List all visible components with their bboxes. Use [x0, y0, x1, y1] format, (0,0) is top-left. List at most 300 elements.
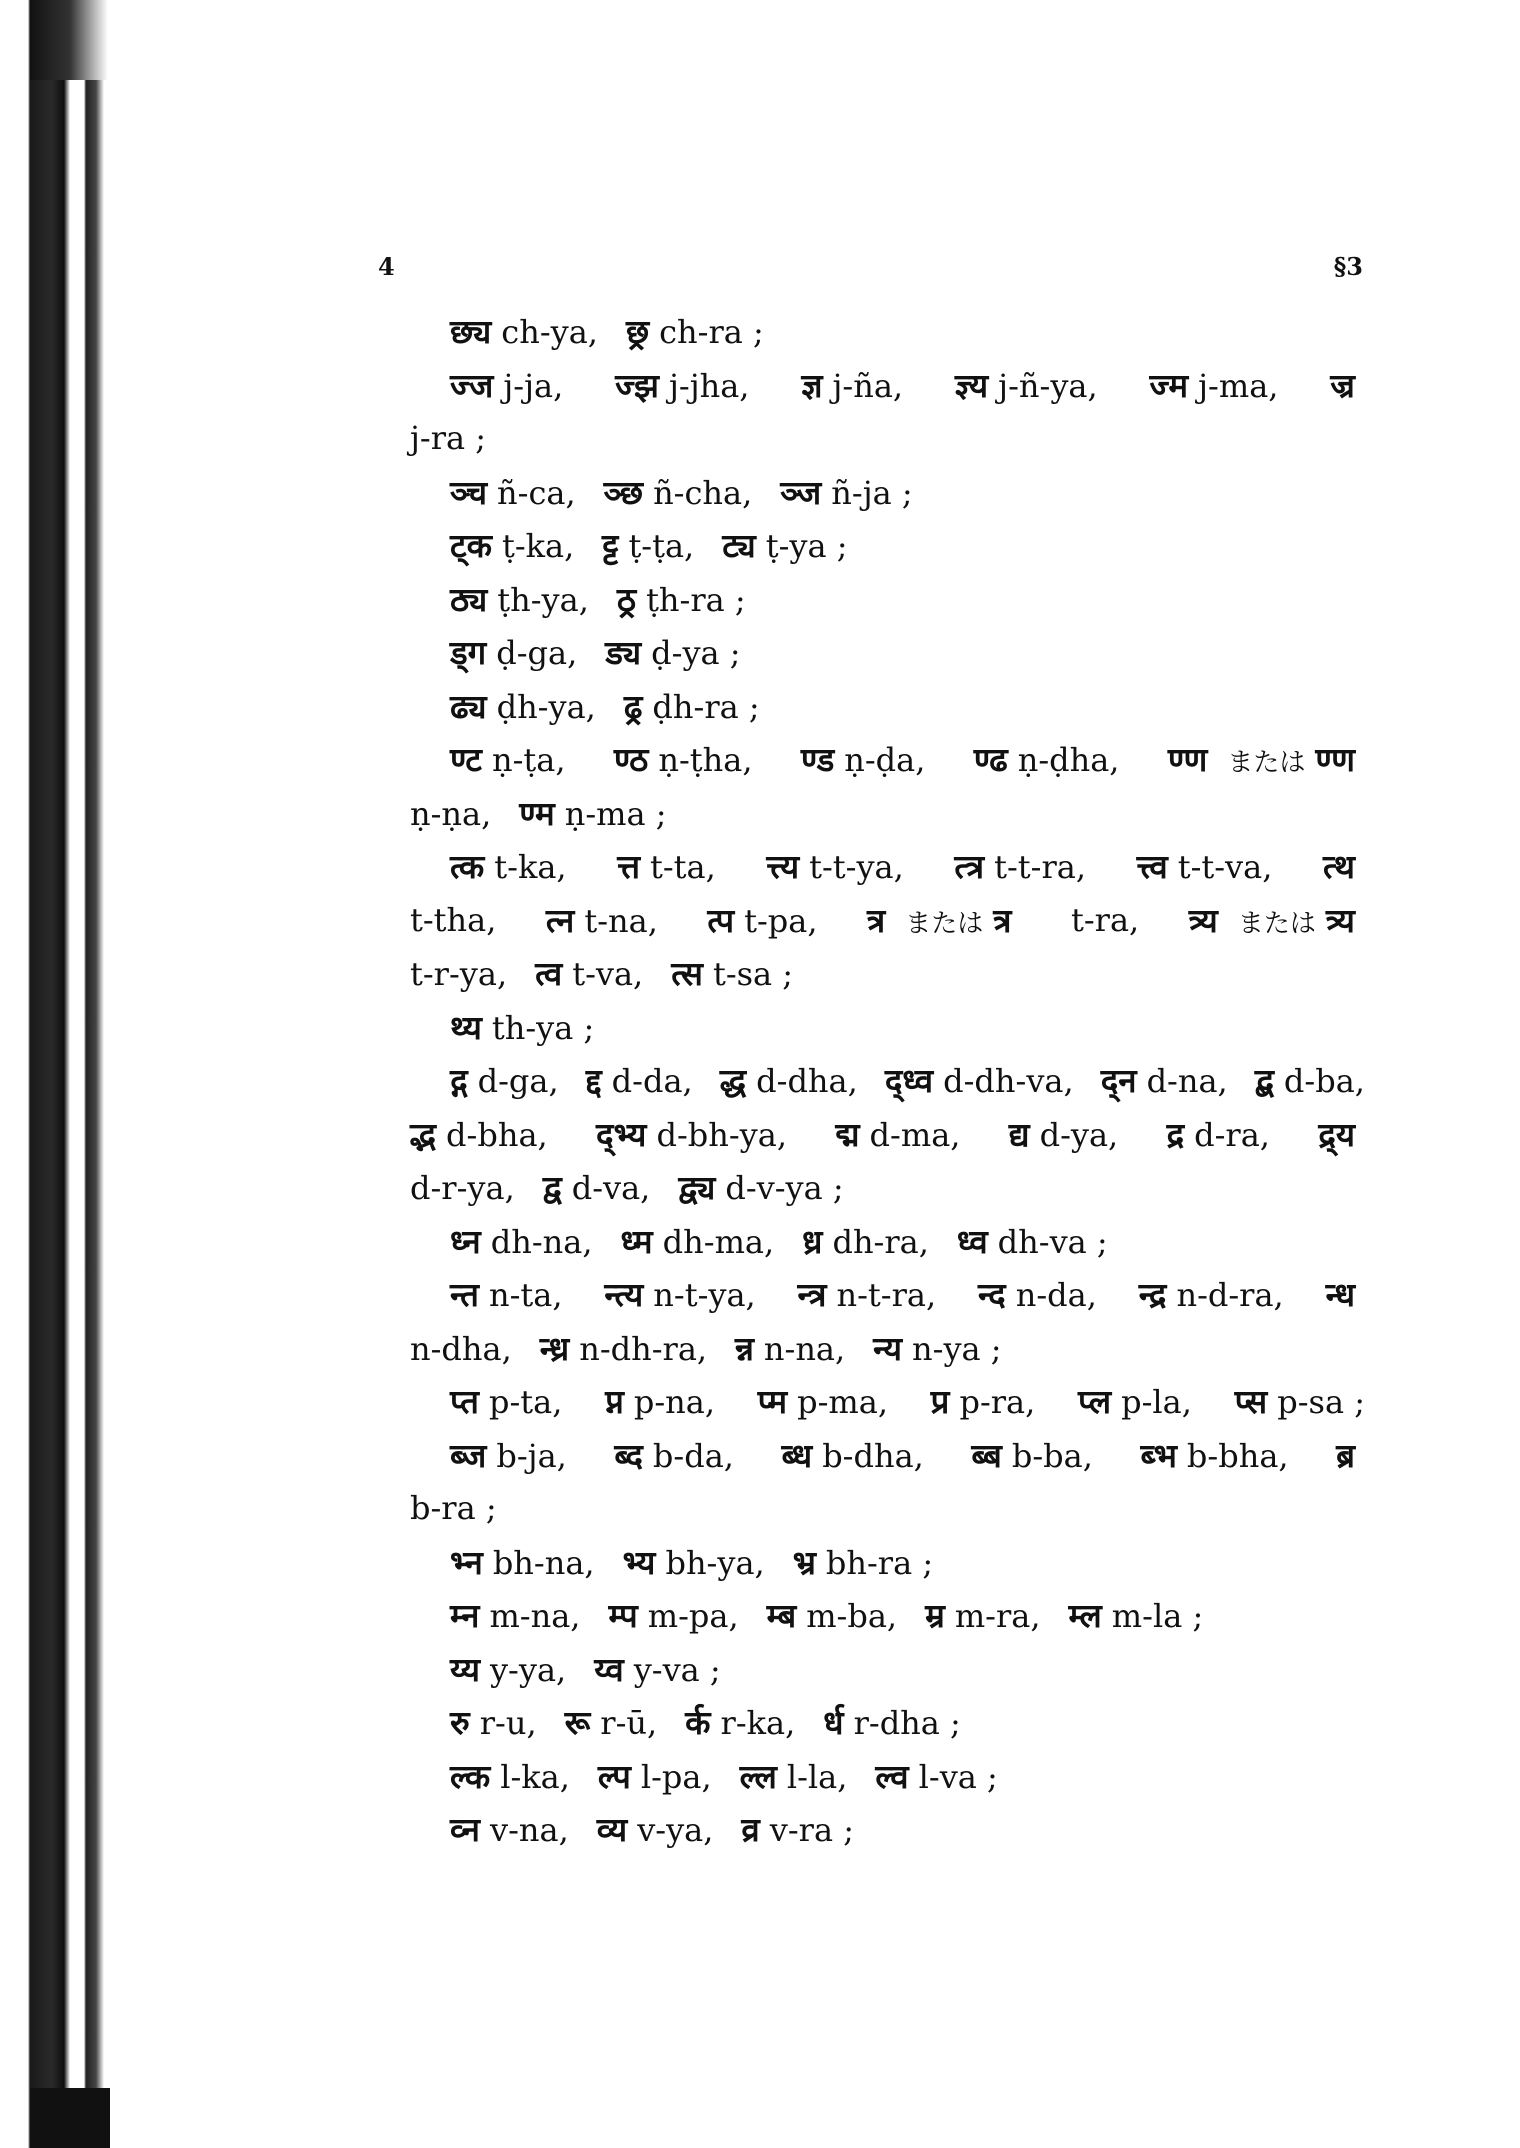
ligature-entry	[605, 626, 740, 681]
transliteration: b-ra ;	[410, 1489, 497, 1527]
transliteration: dh-va ;	[997, 1222, 1108, 1261]
ligature-entry	[604, 1268, 755, 1322]
devanagari-glyph: द्ध्व	[884, 1061, 934, 1100]
transliteration: ch-ra ;	[659, 313, 764, 351]
ligature-entry	[1137, 840, 1273, 894]
ligature-entry	[722, 519, 847, 574]
transliteration: l-la,	[786, 1757, 848, 1796]
ligature-entry	[671, 947, 793, 1002]
devanagari-glyph: द्ब	[1254, 1061, 1274, 1100]
ligature-entry	[1139, 1268, 1284, 1322]
alternative-separator: または	[1227, 748, 1306, 778]
devanagari-glyph: ड्य	[605, 633, 642, 672]
transliteration: j-ñ-ya,	[998, 366, 1098, 405]
ligature-entry	[614, 1429, 734, 1483]
devanagari-glyph: प्ल	[1077, 1382, 1112, 1421]
ligature-entry	[1071, 894, 1139, 948]
devanagari-glyph: त्क	[450, 847, 485, 886]
ligature-entry	[1326, 1268, 1365, 1322]
transliteration: bh-ra ;	[825, 1543, 934, 1582]
devanagari-glyph: ब्भ	[1140, 1435, 1177, 1475]
devanagari-glyph: द्भ्य	[596, 1114, 647, 1154]
devanagari-glyph: ज्म	[1149, 365, 1189, 405]
text-line	[410, 466, 1365, 520]
ligature-entry	[450, 840, 567, 894]
ligature-entry	[780, 466, 912, 521]
ligature-entry	[957, 1215, 1108, 1270]
ligature-entry	[873, 1322, 1001, 1377]
devanagari-glyph-alt: ण्ण	[1315, 740, 1355, 779]
devanagari-glyph: ठ्य	[450, 579, 488, 619]
devanagari-glyph: छ्र	[625, 312, 650, 351]
text-line	[410, 1268, 1365, 1322]
transliteration: d-va,	[571, 1169, 651, 1207]
transliteration: ṭ-ṭa,	[628, 527, 695, 565]
ligature-entry	[1101, 1054, 1228, 1108]
devanagari-glyph: ज्ज	[450, 365, 494, 405]
ligature-entry	[450, 1589, 580, 1644]
transliteration: n-dh-ra,	[579, 1329, 708, 1368]
transliteration: ḍ-ga,	[496, 634, 578, 672]
transliteration: y-ya,	[489, 1650, 567, 1689]
ligature-entry	[1336, 1429, 1365, 1483]
devanagari-glyph: द्न	[1100, 1061, 1137, 1100]
transliteration: d-ra,	[1194, 1115, 1270, 1154]
transliteration: dh-na,	[490, 1222, 593, 1261]
text-line	[410, 1322, 1365, 1376]
transliteration: b-dha,	[822, 1436, 924, 1475]
transliteration: t-t-ra,	[994, 848, 1086, 886]
devanagari-glyph: र्क	[685, 1703, 711, 1742]
devanagari-glyph: ल्क	[450, 1756, 491, 1796]
transliteration: ṇ-ma ;	[564, 794, 667, 833]
devanagari-glyph: ज्ञ्य	[954, 365, 989, 405]
ligature-entry	[720, 1054, 858, 1108]
devanagari-glyph: न्ध्र	[539, 1328, 570, 1368]
ligature-entry	[1009, 1108, 1118, 1162]
ligature-entry	[1255, 1054, 1365, 1108]
ligature-entry	[615, 359, 749, 413]
transliteration: d-bha,	[446, 1115, 548, 1154]
text-line	[410, 733, 1365, 787]
transliteration: d-r-ya,	[410, 1169, 515, 1207]
ligature-entry	[1168, 733, 1365, 787]
ligature-entry	[604, 466, 753, 521]
ligature-entry	[867, 894, 1021, 948]
transliteration: n-ta,	[488, 1276, 563, 1314]
transliteration: v-na,	[490, 1811, 569, 1849]
transliteration: d-ma,	[869, 1115, 961, 1154]
ligature-entry	[608, 1589, 738, 1644]
devanagari-glyph: व्न	[450, 1810, 480, 1849]
devanagari-glyph: न्त्र	[797, 1275, 827, 1314]
ligature-entry	[586, 1054, 693, 1108]
ligature-entry	[1318, 1108, 1365, 1162]
page-header	[378, 252, 1363, 292]
ligature-entry	[978, 1268, 1097, 1322]
transliteration: dh-ra,	[832, 1222, 929, 1261]
text-line	[410, 1750, 1365, 1804]
ligature-entry	[450, 1375, 562, 1429]
ligature-entry	[741, 1803, 854, 1858]
ligature-entry	[598, 1750, 712, 1805]
transliteration: p-la,	[1121, 1383, 1192, 1421]
transliteration: p-sa ;	[1277, 1383, 1365, 1421]
devanagari-glyph: त्त्व	[1136, 847, 1168, 886]
devanagari-glyph: द्ग	[450, 1061, 468, 1100]
devanagari-glyph: ट्क	[450, 526, 492, 565]
devanagari-glyph: द्भ	[410, 1114, 437, 1154]
devanagari-glyph: य्व	[594, 1649, 624, 1689]
text-line	[410, 1215, 1365, 1269]
ligature-entry	[594, 1643, 721, 1698]
transliteration: l-ka,	[500, 1757, 570, 1796]
ligature-entry	[801, 733, 926, 787]
ligature-entry	[410, 1162, 515, 1216]
devanagari-glyph: ध्न	[450, 1221, 481, 1261]
ligature-entry	[450, 1215, 593, 1270]
devanagari-glyph: ण्ण	[1167, 740, 1208, 779]
ligature-entry	[543, 1161, 651, 1216]
ligature-entry	[1069, 1589, 1204, 1644]
transliteration: ch-ya,	[501, 313, 598, 351]
transliteration: b-bha,	[1186, 1436, 1289, 1475]
transliteration: t-tha,	[410, 900, 497, 939]
devanagari-glyph: त्त्र	[954, 847, 985, 886]
transliteration: t-ra,	[1070, 900, 1140, 939]
transliteration: m-la ;	[1111, 1597, 1204, 1635]
devanagari-glyph: म्र	[925, 1596, 945, 1635]
transliteration: b-ba,	[1011, 1436, 1093, 1475]
text-line	[410, 573, 1365, 627]
devanagari-glyph: ध्र	[802, 1221, 823, 1261]
devanagari-glyph: प्र	[930, 1382, 950, 1421]
devanagari-glyph: त्र	[867, 900, 886, 940]
ligature-entry	[410, 894, 496, 948]
devanagari-glyph: ब्ज	[450, 1435, 487, 1475]
devanagari-glyph: ठ्र	[616, 579, 637, 619]
transliteration: d-na,	[1146, 1062, 1228, 1100]
devanagari-glyph: म्ब	[766, 1596, 797, 1635]
text-line	[410, 1696, 1365, 1750]
transliteration: t-t-ya,	[809, 848, 904, 886]
devanagari-glyph: ल्प	[597, 1756, 631, 1796]
transliteration: ṇ-ṇa,	[410, 794, 492, 833]
ligature-entry	[971, 1429, 1093, 1483]
text-line	[410, 1429, 1365, 1483]
devanagari-glyph: त्स	[671, 954, 703, 993]
devanagari-glyph: थ्य	[450, 1007, 482, 1047]
devanagari-glyph: द्द	[585, 1061, 602, 1100]
ligature-entry	[766, 840, 903, 894]
devanagari-glyph: ल्ल	[739, 1756, 777, 1796]
transliteration: n-dha,	[410, 1329, 512, 1368]
ligature-entry	[450, 1696, 537, 1751]
transliteration: ṇ-ḍa,	[844, 741, 926, 779]
ligature-entry	[450, 1643, 566, 1698]
devanagari-glyph: ट्ट	[602, 526, 619, 565]
text-line	[410, 947, 1365, 1001]
ligature-entry	[450, 1536, 595, 1591]
devanagari-glyph: त्प	[707, 900, 735, 940]
transliteration: ḍh-ra ;	[652, 687, 760, 726]
page-number: 4	[378, 252, 395, 281]
ligature-entry	[605, 1375, 715, 1429]
ligature-entry	[450, 359, 563, 413]
ligature-entry	[974, 733, 1120, 787]
devanagari-glyph: ञ्ज	[780, 472, 822, 512]
devanagari-glyph: न्य	[873, 1328, 903, 1368]
devanagari-glyph: र्ध	[823, 1703, 844, 1742]
transliteration: t-t-va,	[1177, 848, 1273, 886]
ligature-entry	[793, 1536, 933, 1591]
ligature-entry	[955, 359, 1098, 413]
transliteration: ṭ-ka,	[501, 527, 575, 565]
ligature-entry	[540, 1322, 707, 1377]
ligature-entry	[931, 1375, 1036, 1429]
ligature-entry	[925, 1589, 1040, 1644]
text-line	[410, 1001, 1365, 1055]
devanagari-glyph: ब्र	[1336, 1435, 1355, 1475]
devanagari-glyph: त्त	[617, 847, 640, 886]
transliteration: v-ra ;	[769, 1811, 854, 1849]
transliteration: t-ka,	[494, 848, 567, 886]
devanagari-glyph: त्थ	[1322, 847, 1355, 886]
ligature-entry	[626, 305, 764, 360]
ligature-entry	[1140, 1429, 1288, 1483]
devanagari-glyph: ब्द	[614, 1435, 643, 1475]
devanagari-glyph: म्ल	[1068, 1596, 1102, 1635]
ligature-entry	[450, 1429, 567, 1483]
transliteration: j-ña,	[832, 366, 904, 405]
transliteration: n-t-ya,	[653, 1276, 756, 1314]
book-spine-shadow	[0, 0, 112, 2148]
ligature-entry	[450, 519, 574, 574]
ligature-entry	[450, 733, 565, 787]
transliteration: l-pa,	[640, 1757, 712, 1796]
text-line	[410, 1643, 1365, 1697]
ligature-entry	[1167, 1108, 1270, 1162]
ligature-entry	[410, 1108, 548, 1162]
ligature-list	[410, 305, 1365, 1857]
transliteration: r-ka,	[720, 1704, 796, 1742]
text-line	[410, 1054, 1365, 1108]
devanagari-glyph: ज्झ	[615, 365, 659, 405]
transliteration: d-v-ya ;	[725, 1169, 844, 1207]
transliteration: ḍh-ya,	[496, 687, 596, 726]
devanagari-glyph: न्द	[977, 1275, 1006, 1314]
ligature-entry	[535, 947, 643, 1002]
transliteration: y-va ;	[633, 1650, 721, 1689]
devanagari-glyph: प्त	[450, 1382, 479, 1421]
devanagari-glyph: न्न	[735, 1328, 754, 1368]
devanagari-glyph: प्म	[757, 1382, 788, 1421]
devanagari-glyph-alt: त्र	[993, 900, 1012, 940]
devanagari-glyph: न्त्य	[604, 1275, 644, 1314]
transliteration: n-na,	[763, 1329, 846, 1368]
devanagari-glyph: त्व	[535, 954, 563, 993]
book-spine-top	[30, 0, 110, 80]
transliteration: m-ba,	[806, 1597, 898, 1635]
ligature-entry	[617, 840, 716, 894]
ligature-entry	[519, 787, 666, 842]
transliteration: p-ma,	[797, 1383, 888, 1421]
alternative-separator: または	[905, 908, 984, 939]
text-line	[410, 1482, 1365, 1536]
devanagari-glyph: द्म	[835, 1114, 860, 1154]
devanagari-glyph: ब्ब	[971, 1435, 1002, 1475]
devanagari-glyph: व्य	[596, 1810, 628, 1849]
ligature-entry	[1330, 359, 1365, 413]
ligature-entry	[450, 1054, 559, 1108]
text-line	[410, 519, 1365, 573]
transliteration: bh-ya,	[665, 1543, 765, 1582]
ligature-entry	[623, 1536, 765, 1591]
devanagari-glyph: प्न	[605, 1382, 624, 1421]
devanagari-glyph: ञ्च	[450, 472, 488, 512]
devanagari-glyph: ञ्छ	[603, 472, 644, 512]
transliteration: r-dha ;	[853, 1704, 961, 1742]
ligature-entry	[875, 1750, 997, 1805]
ligature-entry	[410, 1482, 497, 1536]
devanagari-glyph: रू	[564, 1703, 591, 1742]
ligature-entry	[1323, 840, 1365, 894]
ligature-entry	[1189, 894, 1365, 948]
devanagari-glyph: ट्य	[722, 526, 756, 565]
transliteration: m-ra,	[954, 1597, 1041, 1635]
transliteration: d-ba,	[1283, 1062, 1365, 1100]
transliteration: t-pa,	[744, 901, 818, 940]
devanagari-glyph: ण्ड	[800, 740, 835, 779]
devanagari-glyph: द्ध	[719, 1061, 747, 1100]
text-line	[410, 1803, 1365, 1857]
ligature-entry	[450, 680, 596, 735]
devanagari-glyph: ण्ट	[450, 740, 482, 779]
transliteration: ṇ-ṭa,	[491, 741, 566, 779]
text-line	[410, 1375, 1365, 1429]
devanagari-glyph: ज्ञ	[801, 365, 823, 405]
ligature-entry	[1235, 1375, 1365, 1429]
alternative-separator: または	[1237, 908, 1316, 939]
text-line	[410, 305, 1365, 359]
text-line	[410, 1161, 1365, 1215]
text-line	[410, 1536, 1365, 1590]
transliteration: r-ū,	[600, 1704, 658, 1742]
devanagari-glyph: ण्म	[519, 793, 555, 833]
transliteration: l-va ;	[918, 1757, 998, 1796]
ligature-entry	[685, 1696, 795, 1751]
devanagari-glyph: न्त	[450, 1275, 479, 1314]
devanagari-glyph: ढ्य	[450, 686, 487, 726]
ligature-entry	[450, 305, 598, 360]
devanagari-glyph: प्स	[1234, 1382, 1268, 1421]
transliteration: ṇ-ḍha,	[1017, 741, 1120, 779]
transliteration: t-sa ;	[712, 955, 794, 993]
ligature-entry	[621, 1215, 775, 1270]
devanagari-glyph: ण्ठ	[613, 740, 649, 779]
transliteration: d-da,	[611, 1062, 693, 1100]
transliteration: d-ya,	[1039, 1115, 1119, 1154]
ligature-entry	[410, 1323, 512, 1377]
ligature-entry	[450, 466, 576, 521]
ligature-entry	[410, 412, 486, 466]
transliteration: b-da,	[652, 1436, 734, 1475]
ligature-entry	[802, 1215, 929, 1270]
devanagari-glyph: ल्व	[875, 1756, 909, 1796]
book-spine-bottom	[30, 2088, 110, 2148]
text-line	[410, 840, 1365, 894]
transliteration: d-dh-va,	[943, 1062, 1074, 1100]
transliteration: n-da,	[1015, 1276, 1097, 1314]
devanagari-glyph: त्त्य	[766, 847, 800, 886]
transliteration: b-ja,	[496, 1436, 567, 1475]
transliteration: ṭ-ya ;	[765, 527, 848, 565]
transliteration: j-jha,	[668, 366, 750, 405]
devanagari-glyph: ण्ढ	[973, 740, 1008, 779]
ligature-entry	[1150, 359, 1279, 413]
devanagari-glyph: ड्ग	[450, 633, 487, 672]
transliteration: p-na,	[633, 1383, 715, 1421]
ligature-entry	[782, 1429, 924, 1483]
transliteration: m-pa,	[647, 1597, 739, 1635]
transliteration: ñ-ja ;	[831, 473, 913, 512]
transliteration: ṇ-ṭha,	[658, 741, 753, 779]
ligature-entry	[450, 1750, 570, 1805]
ligature-entry	[617, 573, 746, 628]
devanagari-glyph: द्र्य	[1318, 1114, 1355, 1154]
transliteration: j-ja,	[503, 366, 564, 405]
devanagari-glyph: छ्य	[450, 312, 492, 351]
ligature-entry	[602, 519, 694, 574]
transliteration: th-ya ;	[491, 1008, 595, 1047]
devanagari-glyph: म्न	[450, 1596, 480, 1635]
text-line	[410, 894, 1365, 948]
devanagari-glyph: त्न	[545, 900, 575, 940]
transliteration: n-d-ra,	[1176, 1276, 1284, 1314]
ligature-entry	[546, 894, 658, 948]
devanagari-glyph: रु	[450, 1703, 470, 1742]
devanagari-glyph: ज्र	[1330, 365, 1355, 405]
devanagari-glyph: द्य	[1008, 1114, 1030, 1154]
devanagari-glyph: ढ्र	[623, 686, 643, 726]
ligature-entry	[707, 894, 817, 948]
ligature-entry	[767, 1589, 897, 1644]
transliteration: d-ga,	[477, 1062, 559, 1100]
ligature-entry	[758, 1375, 888, 1429]
devanagari-glyph: ध्व	[956, 1221, 988, 1261]
text-line	[410, 359, 1365, 413]
transliteration: ṭh-ya,	[497, 580, 589, 619]
transliteration: j-ma,	[1198, 366, 1279, 405]
text-line	[410, 787, 1365, 841]
devanagari-glyph: भ्य	[622, 1542, 656, 1582]
transliteration: t-ta,	[650, 848, 716, 886]
transliteration: j-ra ;	[410, 419, 487, 457]
ligature-entry	[801, 359, 903, 413]
text-line	[410, 412, 1365, 466]
text-line	[410, 1589, 1365, 1643]
transliteration: m-na,	[489, 1597, 581, 1635]
devanagari-glyph: द्र	[1166, 1114, 1185, 1154]
ligature-entry	[410, 788, 491, 842]
transliteration: ṭh-ra ;	[646, 580, 746, 619]
devanagari-glyph-alt: त्र्य	[1325, 900, 1355, 940]
text-line	[410, 1108, 1365, 1162]
devanagari-glyph: भ्न	[450, 1542, 483, 1582]
ligature-entry	[410, 948, 507, 1002]
ligature-entry	[835, 1108, 960, 1162]
text-line	[410, 626, 1365, 680]
